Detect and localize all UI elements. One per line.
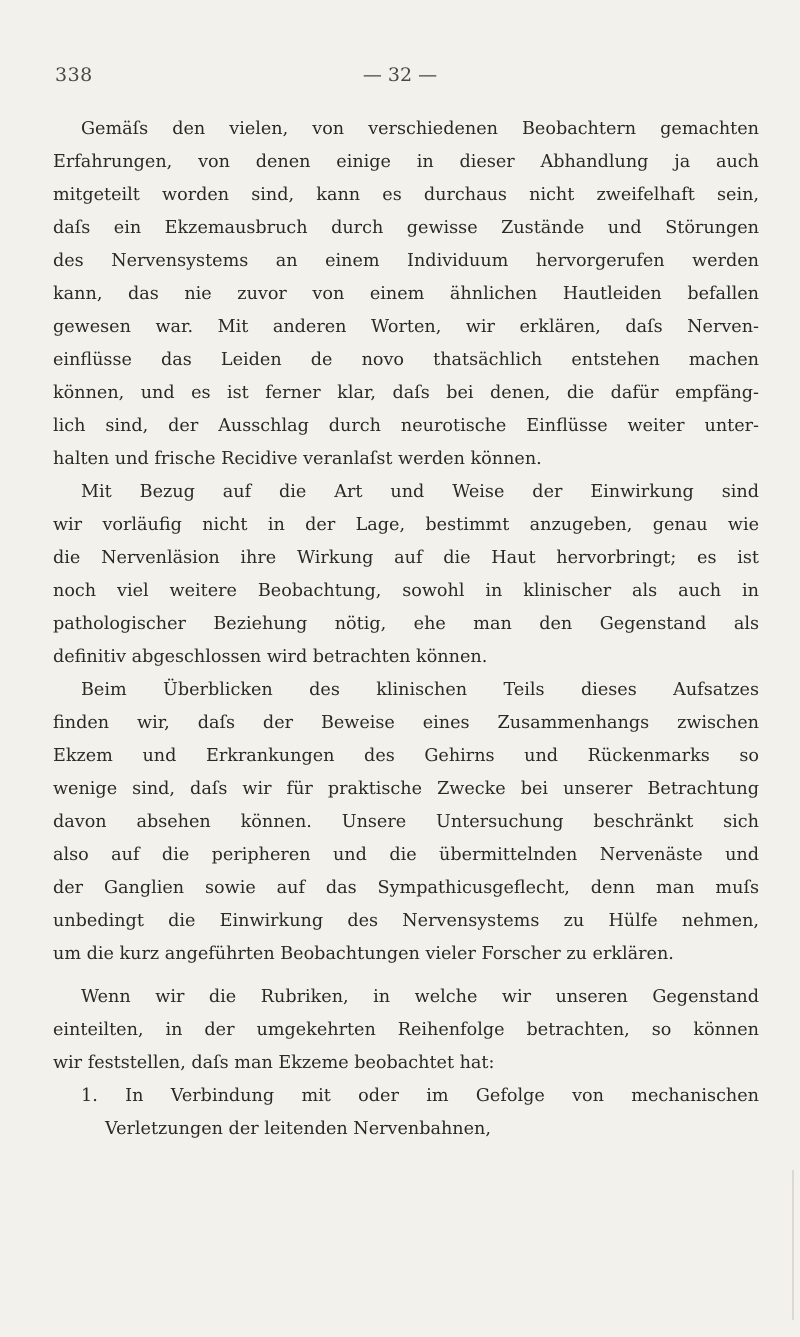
text-line: pathologischer Beziehung nötig, ehe man den Gegenstand als [53,614,759,634]
paragraph-1 [53,113,759,476]
text-line: können, und es ist ferner klar, daſs bei denen, die dafür empfäng- [53,383,759,403]
text-line: wir feststellen, daſs man Ekzeme beobachtet hat: [53,1053,495,1073]
page-number: 338 [55,64,93,86]
text-line: mitgeteilt worden sind, kann es durchaus nicht zweifelhaft sein, [53,185,759,205]
text-line: davon absehen können. Unsere Untersuchung beschränkt sich [53,812,759,832]
text-line: um die kurz angeführten Beobachtungen vieler Forscher zu erklären. [53,944,674,964]
text-line: die Nervenläsion ihre Wirkung auf die Haut hervorbringt; es ist [53,548,759,568]
text-line: des Nervensystems an einem Individuum hervorgerufen werden [53,251,759,271]
text-line: halten und frische Recidive veranlaſst werden können. [53,449,542,469]
text-line: daſs ein Ekzemausbruch durch gewisse Zustände und Störungen [53,218,759,238]
text-line: wenige sind, daſs wir für praktische Zwecke bei unserer Betrachtung [53,779,759,799]
paragraph-3 [53,674,759,971]
text-line: finden wir, daſs der Beweise eines Zusammenhangs zwischen [53,713,759,733]
text-line: wir vorläufig nicht in der Lage, bestimmt anzugeben, genau wie [53,515,759,535]
text-line: kann, das nie zuvor von einem ähnlichen Hautleiden befallen [53,284,759,304]
page-edge-shadow [792,1170,794,1320]
text-line: Gemäſs den vielen, von verschiedenen Beobachtern gemachten [81,119,759,139]
text-line: der Ganglien sowie auf das Sympathicusgeflecht, denn man muſs [53,878,759,898]
paragraph-4 [53,981,759,1080]
text-line: Wenn wir die Rubriken, in welche wir unseren Gegenstand [81,987,759,1007]
paragraph-spacer [53,971,759,981]
text-line: einflüsse das Leiden de novo thatsächlich entstehen machen [53,350,759,370]
text-line: definitiv abgeschlossen wird betrachten können. [53,647,488,667]
running-head: — 32 — [362,64,438,86]
paragraph-2 [53,476,759,674]
text-line: also auf die peripheren und die übermittelnden Nervenäste und [53,845,759,865]
list-item-line: 1. In Verbindung mit oder im Gefolge von mechanischen [81,1086,759,1106]
text-line: unbedingt die Einwirkung des Nervensystems zu Hülfe nehmen, [53,911,759,931]
text-line: Mit Bezug auf die Art und Weise der Einwirkung sind [81,482,759,502]
body-text [53,113,759,1146]
list-item-line: Verletzungen der leitenden Nervenbahnen, [105,1119,491,1139]
list-item [53,1080,759,1146]
text-line: noch viel weitere Beobachtung, sowohl in klinischer als auch in [53,581,759,601]
text-line: Erfahrungen, von denen einige in dieser Abhandlung ja auch [53,152,759,172]
text-line: Beim Überblicken des klinischen Teils dieses Aufsatzes [81,680,759,700]
text-line: Ekzem und Erkrankungen des Gehirns und Rückenmarks so [53,746,759,766]
text-line: gewesen war. Mit anderen Worten, wir erklären, daſs Nerven- [53,317,759,337]
text-line: lich sind, der Ausschlag durch neurotische Einflüsse weiter unter- [53,416,759,436]
text-line: einteilten, in der umgekehrten Reihenfolge betrachten, so können [53,1020,759,1040]
